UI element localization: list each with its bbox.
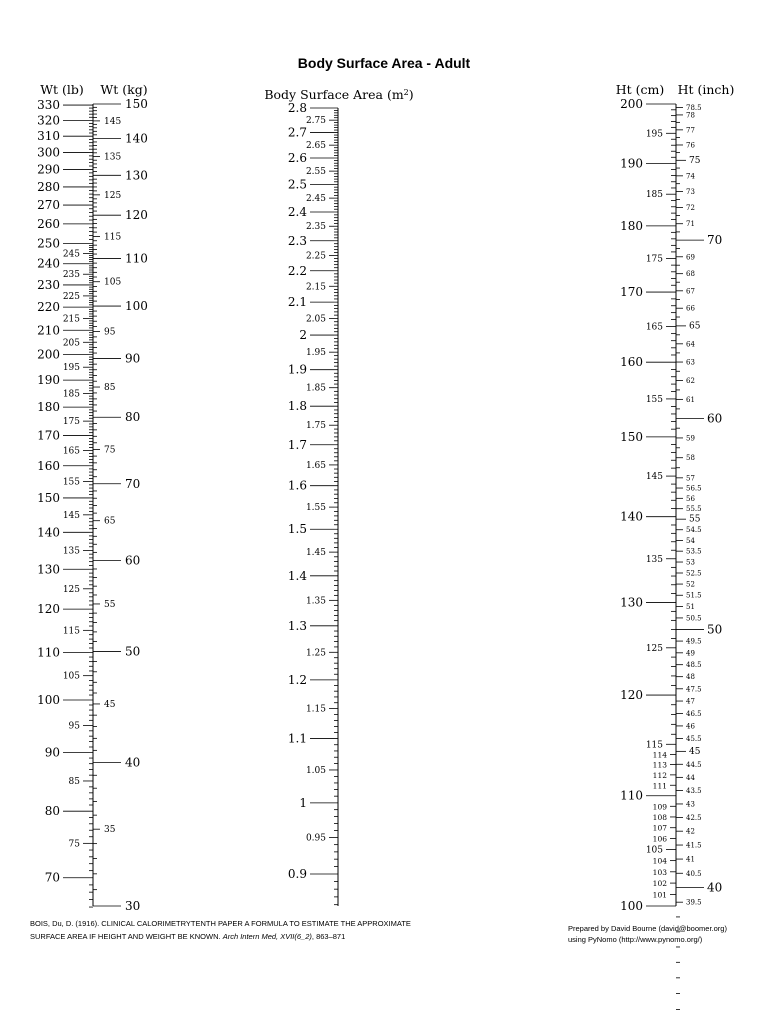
lb-tick-label-180: 180	[37, 400, 60, 415]
bsa-tick-label-1-75: 1.75	[305, 421, 326, 432]
cm-tick-label-150: 150	[620, 429, 643, 444]
kg-tick-label-135: 135	[104, 152, 122, 163]
axis-title-ht-inch: Ht (inch)	[677, 82, 735, 97]
cm-tick-label-185: 185	[645, 190, 663, 201]
inch-tick-label-55: 55	[689, 514, 701, 525]
inch-tick-label-70: 70	[707, 233, 723, 248]
lb-tick-label-250: 250	[37, 236, 60, 251]
lb-tick-label-110: 110	[37, 645, 60, 660]
cm-tick-label-104: 104	[652, 856, 667, 866]
inch-tick-label-42: 42	[686, 827, 695, 836]
inch-tick-label-55-5: 55.5	[686, 505, 702, 514]
bsa-tick-label-2-2: 2.2	[287, 263, 307, 278]
kg-tick-label-130: 130	[125, 168, 148, 183]
inch-tick-label-56-5: 56.5	[686, 484, 702, 493]
lb-tick-label-270: 270	[37, 198, 60, 213]
lb-tick-label-85: 85	[68, 776, 80, 787]
kg-tick-label-115: 115	[104, 232, 122, 243]
lb-tick-label-135: 135	[62, 546, 80, 557]
bsa-tick-label-2-1: 2.1	[287, 295, 307, 310]
cm-tick-label-108: 108	[652, 812, 667, 822]
inch-tick-label-52: 52	[686, 580, 695, 589]
inch-tick-label-58: 58	[686, 454, 695, 463]
inch-tick-label-41-5: 41.5	[686, 841, 702, 850]
inch-tick-label-73: 73	[686, 188, 695, 197]
kg-tick-label-70: 70	[125, 476, 141, 491]
lb-tick-label-225: 225	[62, 291, 80, 302]
inch-tick-label-41: 41	[686, 855, 695, 864]
inch-tick-label-63: 63	[686, 358, 695, 367]
lb-tick-label-120: 120	[37, 602, 60, 617]
kg-tick-label-85: 85	[104, 383, 116, 394]
inch-tick-label-56: 56	[686, 494, 695, 503]
lb-tick-label-155: 155	[62, 477, 80, 488]
bsa-tick-label-2-15: 2.15	[305, 282, 326, 293]
bsa-tick-label-2-3: 2.3	[287, 233, 307, 248]
bsa-tick-label-1-35: 1.35	[305, 596, 326, 607]
bsa-tick-label-1-7: 1.7	[287, 437, 307, 452]
lb-tick-label-330: 330	[37, 98, 60, 113]
inch-tick-label-59: 59	[686, 434, 695, 443]
kg-tick-label-150: 150	[125, 97, 148, 111]
lb-tick-label-235: 235	[62, 270, 80, 281]
kg-tick-label-105: 105	[104, 277, 122, 288]
credit-line-1: Prepared by David Bourne (david@boomer.org)	[568, 924, 727, 933]
bsa-tick-label-2-55: 2.55	[305, 167, 326, 178]
lb-tick-label-300: 300	[37, 145, 60, 160]
citation-line-1: BOIS, Du, D. (1916). CLINICAL CALORIMETRYTENTH PAPER A FORMULA TO ESTIMATE THE APPROXIMATE	[30, 919, 411, 928]
kg-tick-label-50: 50	[125, 644, 141, 659]
inch-tick-label-72: 72	[686, 204, 695, 213]
inch-tick-label-57: 57	[686, 474, 695, 483]
inch-tick-label-48: 48	[686, 673, 695, 682]
inch-tick-label-50: 50	[707, 622, 723, 637]
lb-tick-label-95: 95	[68, 721, 80, 732]
lb-tick-label-165: 165	[62, 446, 80, 457]
cm-tick-label-100: 100	[620, 899, 643, 913]
lb-tick-label-160: 160	[37, 458, 60, 473]
lb-tick-label-290: 290	[37, 162, 60, 177]
lb-tick-label-175: 175	[62, 417, 80, 428]
cm-tick-label-155: 155	[645, 394, 663, 405]
cm-tick-label-110: 110	[620, 788, 643, 803]
lb-tick-label-280: 280	[37, 179, 60, 194]
bsa-tick-label-2-4: 2.4	[287, 205, 307, 220]
cm-tick-label-175: 175	[645, 254, 663, 265]
bsa-tick-label-1: 1	[299, 795, 307, 810]
bsa-tick-label-2-8: 2.8	[287, 101, 307, 115]
inch-tick-label-43: 43	[686, 800, 695, 809]
axis-title-bsa: Body Surface Area $(m^2)$	[264, 87, 414, 102]
kg-tick-label-80: 80	[125, 410, 141, 425]
inch-tick-label-43-5: 43.5	[686, 787, 702, 796]
kg-tick-label-75: 75	[104, 445, 116, 456]
inch-tick-label-45: 45	[689, 746, 701, 757]
axis-title-ht-cm: Ht (cm)	[615, 82, 665, 97]
bsa-tick-label-1-4: 1.4	[287, 568, 307, 583]
bsa-tick-label-2-6: 2.6	[287, 151, 307, 166]
lb-tick-label-190: 190	[37, 373, 60, 388]
lb-tick-label-90: 90	[44, 745, 60, 760]
cm-tick-label-160: 160	[620, 355, 643, 370]
cm-tick-label-115: 115	[645, 740, 663, 751]
bsa-tick-label-1-25: 1.25	[305, 648, 326, 659]
inch-tick-label-49-5: 49.5	[686, 637, 702, 646]
kg-tick-label-110: 110	[125, 251, 148, 266]
inch-tick-label-71: 71	[686, 220, 695, 229]
lb-tick-label-150: 150	[37, 490, 60, 505]
bsa-tick-label-1-5: 1.5	[287, 522, 307, 537]
height-scale	[620, 97, 722, 1024]
inch-tick-label-51-5: 51.5	[686, 591, 702, 600]
bsa-tick-label-2-65: 2.65	[305, 141, 326, 152]
kg-tick-label-145: 145	[104, 116, 122, 127]
bsa-tick-label-2-7: 2.7	[287, 125, 307, 140]
lb-tick-label-185: 185	[62, 389, 80, 400]
inch-tick-label-40: 40	[707, 880, 723, 895]
credits	[568, 923, 727, 945]
kg-tick-label-95: 95	[104, 327, 116, 338]
kg-tick-label-55: 55	[104, 599, 116, 610]
bsa-tick-label-2-05: 2.05	[305, 314, 326, 325]
lb-tick-label-260: 260	[37, 216, 60, 231]
kg-tick-label-40: 40	[125, 755, 141, 770]
inch-tick-label-52-5: 52.5	[686, 569, 702, 578]
cm-tick-label-180: 180	[620, 218, 643, 233]
lb-tick-label-215: 215	[62, 314, 80, 325]
lb-tick-label-145: 145	[62, 510, 80, 521]
cm-tick-label-107: 107	[652, 823, 667, 833]
cm-tick-label-130: 130	[620, 595, 643, 610]
kg-tick-label-45: 45	[104, 699, 116, 710]
inch-tick-label-61: 61	[686, 395, 695, 404]
lb-tick-label-195: 195	[62, 363, 80, 374]
lb-tick-label-80: 80	[44, 804, 60, 819]
cm-tick-label-109: 109	[652, 802, 667, 812]
bsa-tick-label-1-3: 1.3	[287, 618, 307, 633]
cm-tick-label-102: 102	[652, 879, 667, 889]
inch-tick-label-78: 78	[686, 111, 695, 120]
cm-tick-label-190: 190	[620, 156, 643, 171]
inch-tick-label-39-5: 39.5	[686, 898, 702, 907]
cm-tick-label-103: 103	[652, 867, 667, 877]
cm-tick-label-135: 135	[645, 554, 663, 565]
inch-tick-label-69: 69	[686, 253, 695, 262]
bsa-tick-label-1-85: 1.85	[305, 383, 326, 394]
lb-tick-label-210: 210	[37, 323, 60, 338]
inch-tick-label-49: 49	[686, 649, 695, 658]
bsa-tick-label-1-95: 1.95	[305, 348, 326, 359]
inch-tick-label-65: 65	[689, 321, 701, 332]
inch-tick-label-45-5: 45.5	[686, 735, 702, 744]
bsa-tick-label-1-45: 1.45	[305, 548, 326, 559]
lb-tick-label-75: 75	[68, 839, 80, 850]
cm-tick-label-125: 125	[645, 643, 663, 654]
bsa-tick-label-1-15: 1.15	[305, 704, 326, 715]
cm-tick-label-120: 120	[620, 688, 643, 703]
inch-tick-label-46-5: 46.5	[686, 709, 702, 718]
cm-tick-label-101: 101	[652, 890, 667, 900]
cm-tick-label-114: 114	[652, 750, 667, 760]
inch-tick-label-76: 76	[686, 141, 695, 150]
bsa-tick-label-1-1: 1.1	[287, 731, 307, 746]
lb-tick-label-205: 205	[62, 338, 80, 349]
bsa-tick-label-2-75: 2.75	[305, 116, 326, 127]
lb-tick-label-130: 130	[37, 562, 60, 577]
chart-title: Body Surface Area - Adult	[297, 55, 471, 71]
bsa-tick-label-2-45: 2.45	[305, 194, 326, 205]
kg-tick-label-35: 35	[104, 825, 116, 836]
bsa-scale	[288, 101, 338, 906]
kg-tick-label-140: 140	[125, 131, 148, 146]
cm-tick-label-106: 106	[652, 834, 667, 844]
inch-tick-label-47-5: 47.5	[686, 685, 702, 694]
cm-tick-label-165: 165	[645, 322, 663, 333]
lb-tick-label-200: 200	[37, 347, 60, 362]
bsa-tick-label-1-65: 1.65	[305, 460, 326, 471]
bsa-tick-label-1-9: 1.9	[287, 362, 307, 377]
inch-tick-label-54-5: 54.5	[686, 526, 702, 535]
inch-tick-label-40-5: 40.5	[686, 869, 702, 878]
lb-tick-label-100: 100	[37, 692, 60, 707]
inch-tick-label-44-5: 44.5	[686, 760, 702, 769]
inch-tick-label-42-5: 42.5	[686, 813, 702, 822]
lb-tick-label-125: 125	[62, 584, 80, 595]
inch-tick-label-75: 75	[689, 155, 701, 166]
weight-scale	[37, 97, 148, 913]
inch-tick-label-47: 47	[686, 697, 695, 706]
inch-tick-label-48-5: 48.5	[686, 661, 702, 670]
inch-tick-label-77: 77	[686, 126, 695, 135]
cm-tick-label-112: 112	[652, 770, 667, 780]
bsa-tick-label-1-2: 1.2	[287, 672, 307, 687]
bsa-tick-label-2: 2	[299, 328, 307, 343]
inch-tick-label-60: 60	[707, 411, 723, 426]
credit-line-2: using PyNomo (http://www.pynomo.org/)	[568, 935, 703, 944]
lb-tick-label-140: 140	[37, 525, 60, 540]
inch-tick-label-54: 54	[686, 536, 695, 545]
cm-tick-label-145: 145	[645, 472, 663, 483]
inch-tick-label-74: 74	[686, 172, 695, 181]
lb-tick-label-230: 230	[37, 277, 60, 292]
lb-tick-label-170: 170	[37, 428, 60, 443]
kg-tick-label-30: 30	[125, 899, 141, 913]
lb-tick-label-320: 320	[37, 113, 60, 128]
citation	[30, 917, 411, 943]
cm-tick-label-113: 113	[652, 760, 667, 770]
inch-tick-label-50-5: 50.5	[686, 614, 702, 623]
inch-tick-label-51: 51	[686, 603, 695, 612]
inch-tick-label-62: 62	[686, 377, 695, 386]
bsa-tick-label-1-55: 1.55	[305, 503, 326, 514]
kg-tick-label-100: 100	[125, 299, 148, 314]
lb-tick-label-310: 310	[37, 129, 60, 144]
cm-tick-label-200: 200	[620, 97, 643, 111]
kg-tick-label-60: 60	[125, 553, 141, 568]
kg-tick-label-120: 120	[125, 208, 148, 223]
cm-tick-label-195: 195	[645, 129, 663, 140]
bsa-tick-label-2-35: 2.35	[305, 222, 326, 233]
lb-tick-label-115: 115	[62, 626, 80, 637]
kg-tick-label-125: 125	[104, 190, 122, 201]
inch-tick-label-66: 66	[686, 304, 695, 313]
bsa-tick-label-0-9: 0.9	[287, 867, 307, 881]
inch-tick-label-53-5: 53.5	[686, 547, 702, 556]
inch-tick-label-44: 44	[686, 773, 695, 782]
lb-tick-label-70: 70	[44, 870, 60, 885]
kg-tick-label-65: 65	[104, 516, 116, 527]
bsa-tick-label-2-25: 2.25	[305, 251, 326, 262]
bsa-tick-label-1-6: 1.6	[287, 478, 307, 493]
lb-tick-label-105: 105	[62, 671, 80, 682]
cm-tick-label-170: 170	[620, 285, 643, 300]
bsa-tick-label-2-5: 2.5	[287, 177, 307, 192]
cm-tick-label-105: 105	[645, 845, 663, 856]
kg-tick-label-90: 90	[125, 351, 141, 366]
inch-tick-label-64: 64	[686, 340, 695, 349]
inch-tick-label-53: 53	[686, 558, 695, 567]
bsa-tick-label-1-05: 1.05	[305, 765, 326, 776]
cm-tick-label-140: 140	[620, 509, 643, 524]
cm-tick-label-111: 111	[652, 781, 667, 791]
bsa-tick-label-1-8: 1.8	[287, 399, 307, 414]
citation-journal: Arch Intern Med, XVII(6_2)	[222, 932, 312, 941]
axis-title-wt-kg: Wt (kg)	[100, 82, 148, 97]
inch-tick-label-67: 67	[686, 287, 695, 296]
inch-tick-label-78-5: 78.5	[686, 104, 702, 113]
axis-title-wt-lb: Wt (lb)	[40, 82, 84, 97]
citation-line-2: SURFACE AREA IF HEIGHT AND WEIGHT BE KNOWN. Arch Intern Med, XVII(6_2), 863–871	[30, 932, 346, 941]
inch-tick-label-46: 46	[686, 722, 695, 731]
lb-tick-label-220: 220	[37, 300, 60, 315]
lb-tick-label-245: 245	[62, 249, 80, 260]
bsa-tick-label-0-95: 0.95	[305, 833, 326, 844]
inch-tick-label-68: 68	[686, 270, 695, 279]
lb-tick-label-240: 240	[37, 256, 60, 271]
